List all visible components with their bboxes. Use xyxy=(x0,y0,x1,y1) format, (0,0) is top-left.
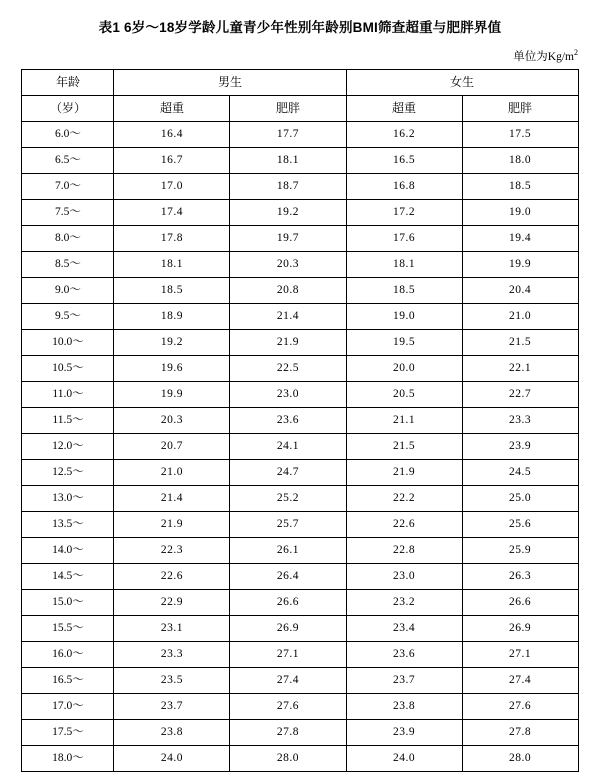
table-row xyxy=(22,538,578,564)
cell-male-overweight: 16.4 xyxy=(114,122,230,148)
cell-age: 16.0～ xyxy=(22,642,114,668)
table-row xyxy=(22,564,578,590)
cell-female-overweight: 22.2 xyxy=(346,486,462,512)
table-row xyxy=(22,434,578,460)
header-row-subcolumns xyxy=(22,96,578,122)
cell-male-overweight: 17.4 xyxy=(114,200,230,226)
cell-age: 9.5～ xyxy=(22,304,114,330)
cell-male-overweight: 18.5 xyxy=(114,278,230,304)
cell-male-obese: 18.1 xyxy=(230,148,346,174)
cell-age: 7.5～ xyxy=(22,200,114,226)
cell-female-overweight: 22.6 xyxy=(346,512,462,538)
cell-male-overweight: 16.7 xyxy=(114,148,230,174)
cell-female-obese: 25.0 xyxy=(462,486,578,512)
cell-male-obese: 26.4 xyxy=(230,564,346,590)
cell-male-overweight: 21.9 xyxy=(114,512,230,538)
cell-male-obese: 19.7 xyxy=(230,226,346,252)
cell-age: 15.5～ xyxy=(22,616,114,642)
cell-age: 16.5～ xyxy=(22,668,114,694)
cell-male-obese: 28.0 xyxy=(230,746,346,772)
cell-female-obese: 18.5 xyxy=(462,174,578,200)
cell-male-overweight: 19.6 xyxy=(114,356,230,382)
cell-age: 15.0～ xyxy=(22,590,114,616)
cell-female-obese: 19.9 xyxy=(462,252,578,278)
table-title: 表1 6岁～18岁学龄儿童青少年性别年龄别BMI筛查超重与肥胖界值 xyxy=(98,20,502,35)
table-row xyxy=(22,642,578,668)
cell-female-overweight: 23.6 xyxy=(346,642,462,668)
cell-female-obese: 27.1 xyxy=(462,642,578,668)
cell-male-obese: 26.1 xyxy=(230,538,346,564)
table-row xyxy=(22,746,578,772)
cell-age: 18.0～ xyxy=(22,746,114,772)
cell-male-obese: 25.2 xyxy=(230,486,346,512)
cell-male-obese: 27.4 xyxy=(230,668,346,694)
cell-female-obese: 25.9 xyxy=(462,538,578,564)
cell-female-overweight: 20.5 xyxy=(346,382,462,408)
cell-male-obese: 27.6 xyxy=(230,694,346,720)
cell-female-overweight: 20.0 xyxy=(346,356,462,382)
header-age-line2: （岁） xyxy=(22,96,114,122)
cell-male-obese: 21.4 xyxy=(230,304,346,330)
header-row-groups xyxy=(22,70,578,96)
table-row xyxy=(22,486,578,512)
cell-age: 14.5～ xyxy=(22,564,114,590)
cell-male-overweight: 18.1 xyxy=(114,252,230,278)
cell-male-obese: 18.7 xyxy=(230,174,346,200)
cell-female-obese: 26.9 xyxy=(462,616,578,642)
cell-male-obese: 26.6 xyxy=(230,590,346,616)
table-row xyxy=(22,226,578,252)
cell-age: 9.0～ xyxy=(22,278,114,304)
table-row xyxy=(22,122,578,148)
cell-age: 17.0～ xyxy=(22,694,114,720)
cell-female-obese: 22.1 xyxy=(462,356,578,382)
cell-female-overweight: 23.9 xyxy=(346,720,462,746)
cell-female-obese: 27.8 xyxy=(462,720,578,746)
cell-female-obese: 28.0 xyxy=(462,746,578,772)
cell-female-overweight: 23.7 xyxy=(346,668,462,694)
cell-female-obese: 23.9 xyxy=(462,434,578,460)
table-row xyxy=(22,304,578,330)
table-header xyxy=(22,70,578,122)
cell-male-overweight: 23.1 xyxy=(114,616,230,642)
header-group-male: 男生 xyxy=(114,70,346,96)
cell-age: 6.5～ xyxy=(22,148,114,174)
table-row xyxy=(22,356,578,382)
unit-exponent: 2 xyxy=(574,48,578,58)
cell-female-obese: 23.3 xyxy=(462,408,578,434)
cell-female-obese: 27.6 xyxy=(462,694,578,720)
header-female-obese: 肥胖 xyxy=(462,96,578,122)
cell-male-obese: 17.7 xyxy=(230,122,346,148)
cell-male-overweight: 19.9 xyxy=(114,382,230,408)
cell-male-overweight: 17.0 xyxy=(114,174,230,200)
cell-female-overweight: 17.2 xyxy=(346,200,462,226)
cell-female-overweight: 21.5 xyxy=(346,434,462,460)
header-female-overweight: 超重 xyxy=(346,96,462,122)
cell-age: 12.5～ xyxy=(22,460,114,486)
cell-female-obese: 27.4 xyxy=(462,668,578,694)
cell-male-obese: 24.7 xyxy=(230,460,346,486)
document-page xyxy=(0,16,600,776)
table-row xyxy=(22,408,578,434)
table-row xyxy=(22,720,578,746)
table-row xyxy=(22,460,578,486)
cell-male-overweight: 24.0 xyxy=(114,746,230,772)
table-row xyxy=(22,330,578,356)
cell-female-overweight: 23.8 xyxy=(346,694,462,720)
cell-female-obese: 19.4 xyxy=(462,226,578,252)
cell-male-overweight: 23.8 xyxy=(114,720,230,746)
cell-male-overweight: 23.5 xyxy=(114,668,230,694)
cell-age: 12.0～ xyxy=(22,434,114,460)
bmi-threshold-table xyxy=(21,69,578,772)
cell-male-obese: 20.3 xyxy=(230,252,346,278)
cell-male-obese: 23.0 xyxy=(230,382,346,408)
cell-female-obese: 19.0 xyxy=(462,200,578,226)
cell-female-obese: 25.6 xyxy=(462,512,578,538)
cell-female-overweight: 19.5 xyxy=(346,330,462,356)
cell-female-obese: 17.5 xyxy=(462,122,578,148)
cell-male-overweight: 20.3 xyxy=(114,408,230,434)
cell-male-obese: 19.2 xyxy=(230,200,346,226)
cell-male-overweight: 18.9 xyxy=(114,304,230,330)
cell-female-overweight: 23.2 xyxy=(346,590,462,616)
cell-age: 7.0～ xyxy=(22,174,114,200)
cell-female-overweight: 21.9 xyxy=(346,460,462,486)
cell-female-overweight: 24.0 xyxy=(346,746,462,772)
cell-female-overweight: 21.1 xyxy=(346,408,462,434)
table-row xyxy=(22,382,578,408)
cell-female-overweight: 18.5 xyxy=(346,278,462,304)
cell-female-overweight: 17.6 xyxy=(346,226,462,252)
cell-male-overweight: 21.4 xyxy=(114,486,230,512)
cell-male-overweight: 22.3 xyxy=(114,538,230,564)
cell-age: 6.0～ xyxy=(22,122,114,148)
unit-text: 单位为Kg/m xyxy=(513,51,574,63)
cell-female-obese: 26.3 xyxy=(462,564,578,590)
cell-age: 10.5～ xyxy=(22,356,114,382)
table-row xyxy=(22,694,578,720)
cell-female-obese: 18.0 xyxy=(462,148,578,174)
cell-age: 8.0～ xyxy=(22,226,114,252)
cell-female-overweight: 16.2 xyxy=(346,122,462,148)
cell-age: 8.5～ xyxy=(22,252,114,278)
cell-male-obese: 26.9 xyxy=(230,616,346,642)
cell-male-obese: 24.1 xyxy=(230,434,346,460)
cell-female-overweight: 23.0 xyxy=(346,564,462,590)
cell-male-obese: 23.6 xyxy=(230,408,346,434)
header-age-line1: 年龄 xyxy=(22,70,114,96)
cell-age: 11.5～ xyxy=(22,408,114,434)
cell-female-obese: 20.4 xyxy=(462,278,578,304)
cell-male-obese: 21.9 xyxy=(230,330,346,356)
cell-female-overweight: 16.5 xyxy=(346,148,462,174)
header-male-obese: 肥胖 xyxy=(230,96,346,122)
table-row xyxy=(22,616,578,642)
cell-age: 11.0～ xyxy=(22,382,114,408)
cell-female-obese: 21.0 xyxy=(462,304,578,330)
table-row xyxy=(22,590,578,616)
unit-label xyxy=(0,48,578,64)
cell-age: 13.5～ xyxy=(22,512,114,538)
table-row xyxy=(22,200,578,226)
cell-male-overweight: 21.0 xyxy=(114,460,230,486)
cell-age: 13.0～ xyxy=(22,486,114,512)
cell-male-obese: 20.8 xyxy=(230,278,346,304)
cell-female-obese: 22.7 xyxy=(462,382,578,408)
cell-female-obese: 24.5 xyxy=(462,460,578,486)
cell-female-overweight: 18.1 xyxy=(346,252,462,278)
table-row xyxy=(22,252,578,278)
table-body xyxy=(22,122,578,772)
cell-female-obese: 21.5 xyxy=(462,330,578,356)
cell-age: 17.5～ xyxy=(22,720,114,746)
cell-male-overweight: 23.7 xyxy=(114,694,230,720)
cell-age: 14.0～ xyxy=(22,538,114,564)
cell-male-obese: 25.7 xyxy=(230,512,346,538)
cell-male-overweight: 23.3 xyxy=(114,642,230,668)
cell-male-overweight: 19.2 xyxy=(114,330,230,356)
cell-male-overweight: 17.8 xyxy=(114,226,230,252)
cell-female-overweight: 16.8 xyxy=(346,174,462,200)
cell-male-obese: 27.8 xyxy=(230,720,346,746)
cell-female-overweight: 23.4 xyxy=(346,616,462,642)
table-row xyxy=(22,278,578,304)
table-row xyxy=(22,174,578,200)
cell-male-overweight: 22.9 xyxy=(114,590,230,616)
table-row xyxy=(22,148,578,174)
cell-male-obese: 27.1 xyxy=(230,642,346,668)
cell-male-overweight: 22.6 xyxy=(114,564,230,590)
table-row xyxy=(22,512,578,538)
cell-female-overweight: 22.8 xyxy=(346,538,462,564)
cell-age: 10.0～ xyxy=(22,330,114,356)
table-row xyxy=(22,668,578,694)
cell-male-overweight: 20.7 xyxy=(114,434,230,460)
header-male-overweight: 超重 xyxy=(114,96,230,122)
cell-male-obese: 22.5 xyxy=(230,356,346,382)
cell-female-obese: 26.6 xyxy=(462,590,578,616)
cell-female-overweight: 19.0 xyxy=(346,304,462,330)
header-group-female: 女生 xyxy=(346,70,578,96)
